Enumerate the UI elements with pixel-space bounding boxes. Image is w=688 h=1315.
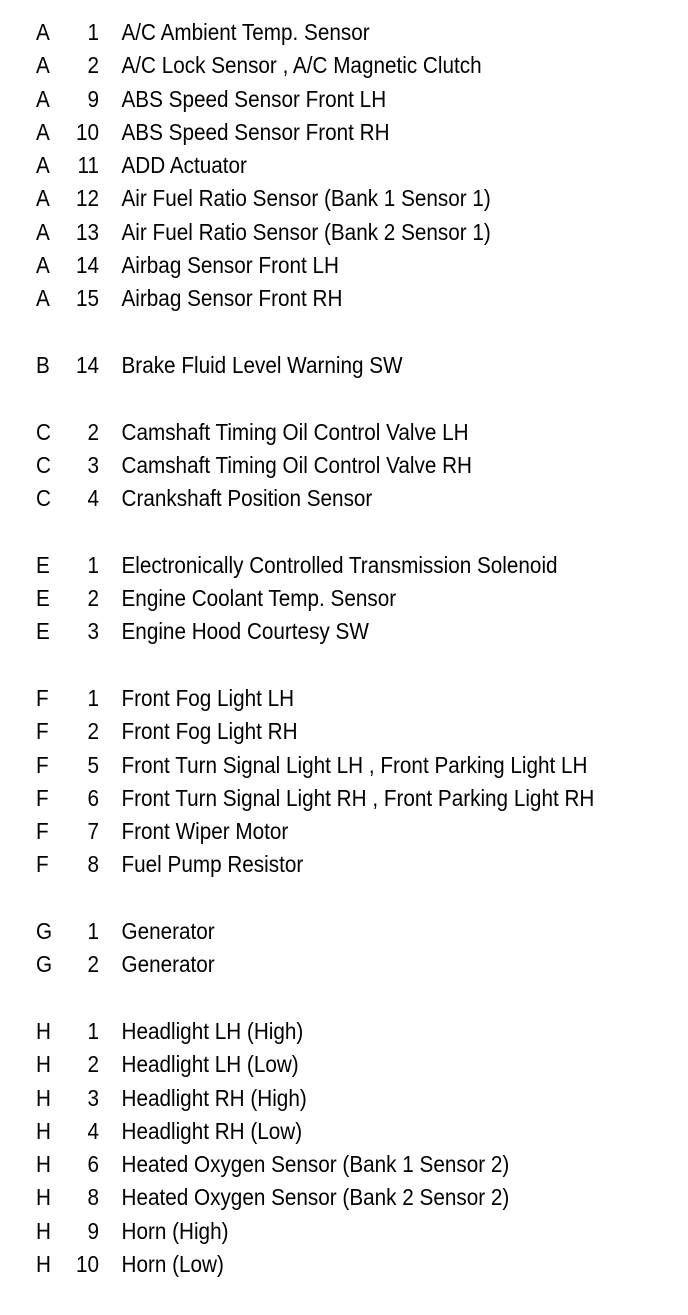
component-index-list (0, 16, 619, 1315)
component-name: Headlight RH (High) (121, 1084, 307, 1111)
component-name: A/C Ambient Temp. Sensor (121, 19, 370, 45)
item-number: 1 (87, 684, 99, 711)
item-number: 2 (87, 418, 99, 445)
component-row (0, 915, 619, 948)
component-row (0, 749, 619, 782)
component-row (0, 1181, 619, 1214)
component-name: Crankshaft Position Sensor (121, 485, 373, 512)
component-name: A/C Lock Sensor , A/C Magnetic Clutch (121, 52, 482, 79)
component-group (0, 349, 619, 382)
item-number: 11 (77, 152, 99, 179)
component-row (0, 1115, 619, 1148)
component-row (0, 1148, 619, 1181)
component-row (0, 715, 619, 748)
component-row (0, 216, 619, 249)
component-name: Electronically Controlled Transmission Solenoid (121, 551, 558, 578)
group-letter: H (36, 1051, 51, 1078)
item-number: 1 (87, 19, 99, 45)
group-letter: F (36, 851, 49, 878)
item-number: 3 (87, 451, 99, 478)
item-number: 14 (75, 252, 99, 279)
component-name: Heated Oxygen Sensor (Bank 1 Sensor 2) (121, 1151, 510, 1178)
component-row (0, 83, 619, 116)
component-row (0, 582, 619, 615)
component-row (0, 16, 619, 49)
component-name: Front Turn Signal Light LH , Front Parking Light LH (121, 751, 588, 778)
component-name: Headlight RH (Low) (121, 1117, 303, 1144)
item-number: 2 (87, 951, 99, 978)
group-letter: A (36, 285, 50, 312)
item-number: 3 (87, 1084, 99, 1111)
group-letter: F (36, 751, 49, 778)
component-name: Generator (121, 918, 215, 945)
component-row (0, 682, 619, 715)
item-number: 2 (87, 718, 99, 745)
group-letter: H (36, 1250, 51, 1277)
group-letter: A (36, 118, 50, 145)
component-row (0, 116, 619, 149)
item-number: 1 (87, 551, 99, 578)
group-letter: A (36, 19, 50, 45)
component-name: Headlight LH (High) (121, 1017, 304, 1044)
component-name: Headlight LH (Low) (121, 1051, 299, 1078)
item-number: 2 (87, 52, 99, 79)
component-row (0, 948, 619, 981)
component-name: Air Fuel Ratio Sensor (Bank 1 Sensor 1) (121, 185, 491, 212)
component-row (0, 249, 619, 282)
item-number: 5 (87, 751, 99, 778)
component-group (0, 416, 619, 516)
component-row (0, 815, 619, 848)
item-number: 6 (87, 784, 99, 811)
component-name: Airbag Sensor Front RH (121, 285, 343, 312)
component-name: ADD Actuator (121, 152, 247, 179)
component-row (0, 1048, 619, 1081)
item-number: 2 (87, 1051, 99, 1078)
item-number: 8 (87, 1184, 99, 1211)
group-letter: F (36, 818, 49, 845)
component-row (0, 615, 619, 648)
item-number: 15 (75, 285, 99, 312)
group-letter: F (36, 718, 49, 745)
component-row (0, 416, 619, 449)
component-group (0, 1015, 619, 1281)
group-letter: H (36, 1151, 51, 1178)
component-name: Front Fog Light RH (121, 718, 298, 745)
component-name: Engine Coolant Temp. Sensor (121, 585, 397, 612)
group-letter: C (36, 451, 51, 478)
component-name: ABS Speed Sensor Front RH (121, 118, 390, 145)
component-name: Camshaft Timing Oil Control Valve LH (121, 418, 469, 445)
item-number: 3 (87, 618, 99, 645)
component-name: Airbag Sensor Front LH (121, 252, 339, 279)
group-letter: E (36, 551, 50, 578)
component-row (0, 49, 619, 82)
component-row (0, 848, 619, 881)
component-name: Brake Fluid Level Warning SW (121, 351, 403, 378)
group-letter: H (36, 1117, 51, 1144)
component-name: Camshaft Timing Oil Control Valve RH (121, 451, 472, 478)
item-number: 4 (87, 1117, 99, 1144)
component-name: Front Turn Signal Light RH , Front Parking Light RH (121, 784, 595, 811)
component-group (0, 915, 619, 982)
group-letter: E (36, 585, 50, 612)
component-row (0, 149, 619, 182)
group-letter: A (36, 85, 50, 112)
group-letter: A (36, 152, 50, 179)
component-name: Engine Hood Courtesy SW (121, 618, 369, 645)
component-name: Horn (High) (121, 1217, 229, 1244)
item-number: 14 (75, 351, 99, 378)
group-letter: H (36, 1217, 51, 1244)
component-row (0, 1248, 619, 1281)
group-letter: A (36, 52, 50, 79)
component-name: Fuel Pump Resistor (121, 851, 304, 878)
group-letter: A (36, 252, 50, 279)
component-name: Generator (121, 951, 215, 978)
component-name: Horn (Low) (121, 1250, 224, 1277)
component-name: Heated Oxygen Sensor (Bank 2 Sensor 2) (121, 1184, 510, 1211)
item-number: 10 (75, 118, 99, 145)
item-number: 10 (75, 1250, 99, 1277)
item-number: 6 (87, 1151, 99, 1178)
component-name: Front Wiper Motor (121, 818, 289, 845)
component-name: ABS Speed Sensor Front LH (121, 85, 387, 112)
item-number: 9 (87, 85, 99, 112)
group-letter: A (36, 185, 50, 212)
group-letter: B (36, 351, 50, 378)
item-number: 2 (87, 585, 99, 612)
item-number: 9 (87, 1217, 99, 1244)
component-row (0, 349, 619, 382)
component-row (0, 449, 619, 482)
component-row (0, 182, 619, 215)
component-row (0, 782, 619, 815)
group-letter: H (36, 1084, 51, 1111)
component-row (0, 549, 619, 582)
item-number: 4 (87, 485, 99, 512)
component-row (0, 1015, 619, 1048)
component-group (0, 682, 619, 882)
component-row (0, 1082, 619, 1115)
group-letter: A (36, 218, 50, 245)
group-letter: E (36, 618, 50, 645)
group-letter: H (36, 1184, 51, 1211)
item-number: 13 (75, 218, 99, 245)
group-letter: G (36, 918, 53, 945)
item-number: 7 (87, 818, 99, 845)
component-row (0, 1215, 619, 1248)
group-letter: G (36, 951, 53, 978)
component-name: Front Fog Light LH (121, 684, 295, 711)
item-number: 1 (87, 1017, 99, 1044)
group-letter: F (36, 784, 49, 811)
item-number: 8 (87, 851, 99, 878)
item-number: 12 (75, 185, 99, 212)
component-group (0, 549, 619, 649)
component-row (0, 482, 619, 515)
component-name: Air Fuel Ratio Sensor (Bank 2 Sensor 1) (121, 218, 491, 245)
group-letter: H (36, 1017, 51, 1044)
item-number: 1 (87, 918, 99, 945)
component-row (0, 282, 619, 315)
group-letter: C (36, 418, 51, 445)
group-letter: F (36, 684, 49, 711)
group-letter: C (36, 485, 51, 512)
component-group (0, 16, 619, 316)
